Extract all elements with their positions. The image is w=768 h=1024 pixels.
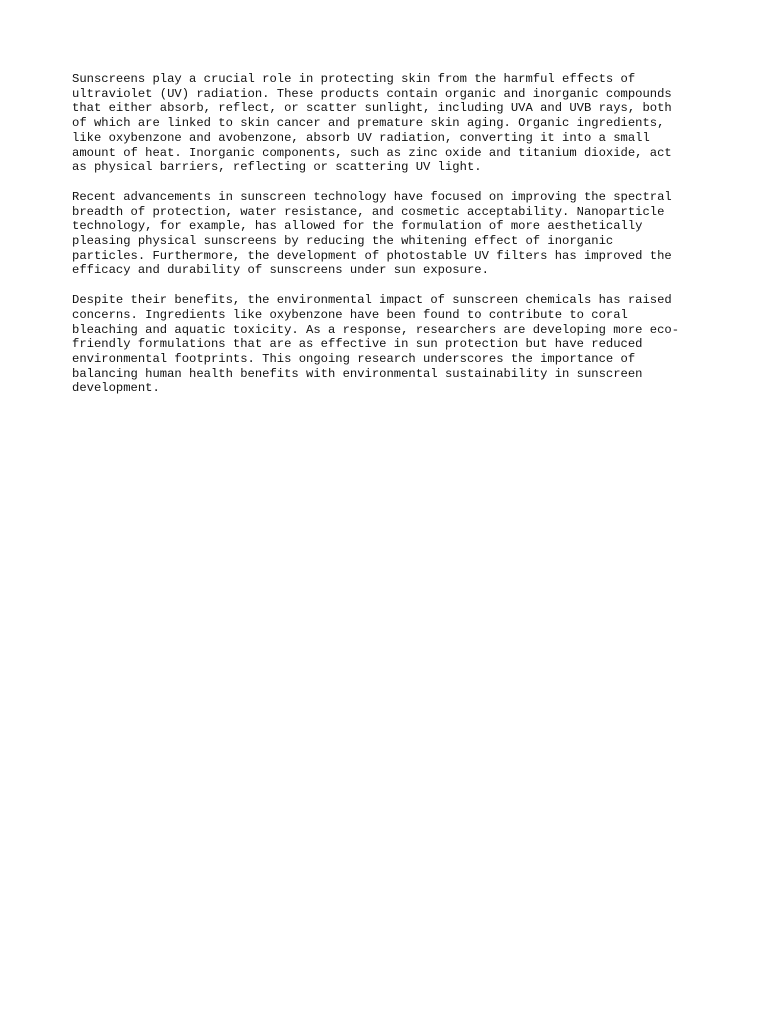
document-body bbox=[72, 72, 712, 411]
paragraph-2: Recent advancements in sunscreen technology have focused on improving the spectral breadth of protection, water resistance, and cosmetic acceptability. Nanoparticle technology, for example, has allowed for the formulation of more aesthetically pleasing physical sunscreens by reducing the whitening effect of inorganic particles. Furthermore, the development of photostable UV filters has improved the efficacy and durability of sunscreens under sun exposure. bbox=[72, 189, 672, 278]
paragraph-3: Despite their benefits, the environmental impact of sunscreen chemicals has raised concerns. Ingredients like oxybenzone have been found to contribute to coral bleaching and aquatic toxicity. As a response, researchers are developing more eco- friendly formulations that are as effective in sun protection but have reduced environmental footprints. This ongoing research underscores the importance of balancing human health benefits with environmental sustainability in sunscreen development. bbox=[72, 293, 680, 396]
paragraph-1: Sunscreens play a crucial role in protecting skin from the harmful effects of ultraviolet (UV) radiation. These products contain organic and inorganic compounds that either absorb, reflect, or scatter sunlight, including UVA and UVB rays, both of which are linked to skin cancer and premature skin aging. Organic ingredients, like oxybenzone and avobenzone, absorb UV radiation, converting it into a small amount of heat. Inorganic components, such as zinc oxide and titanium dioxide, act as physical barriers, reflecting or scattering UV light. bbox=[72, 72, 672, 175]
